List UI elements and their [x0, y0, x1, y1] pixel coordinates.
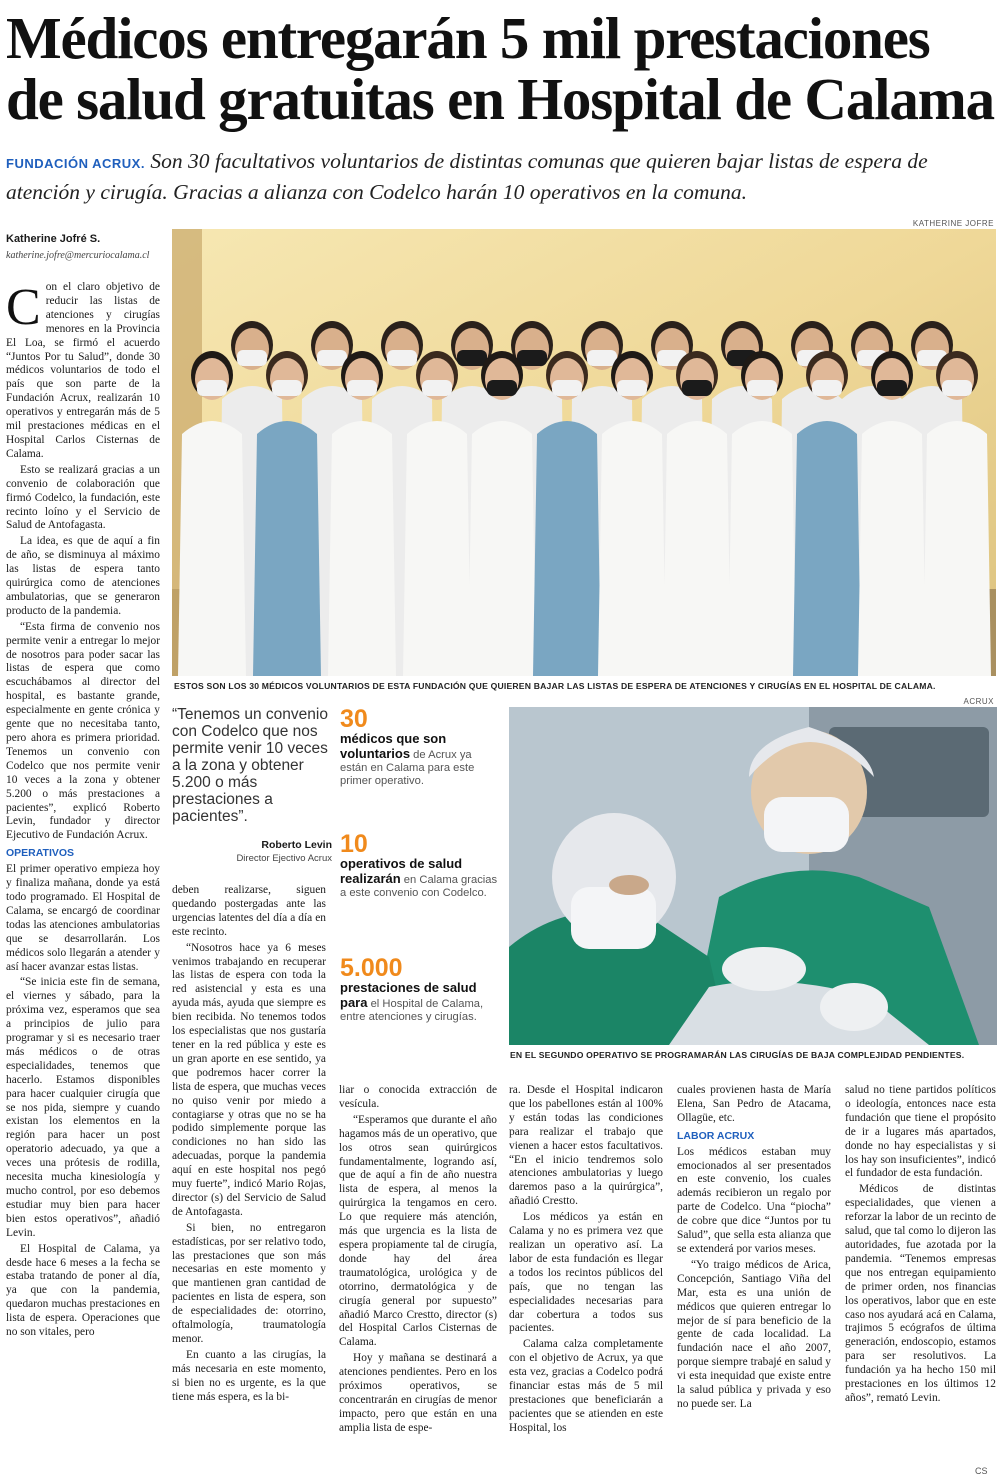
photo2-caption: EN EL SEGUNDO OPERATIVO SE PROGRAMARÁN LAS CIRUGÍAS DE BAJA COMPLEJIDAD PENDIENTES. — [510, 1050, 965, 1060]
drop-cap: C — [6, 281, 41, 336]
section-heading-operativos: OPERATIVOS — [6, 847, 75, 860]
stat-number: 5.000 — [340, 954, 403, 982]
byline-email[interactable]: katherine.jofre@mercuriocalama.cl — [6, 250, 150, 261]
end-mark: CS — [975, 1466, 988, 1476]
article-column-5: cuales provienen hasta de María Elena, San Pedro de Atacama, Ollagüe, etc. LABOR ACRUX Los médicos estaban muy emocionados al ser presentados en este convenio, los cuales además recibieron un regalo por parte de Codelco. Una “piocha” de cobre que dice “Juntos por tu Salud”, que sella esta alianza que se extenderá por varios meses. “Yo traigo médicos de Arica, Concepción, Santiago Viña del Mar, esta es una unión de médicos que quieren entregar lo mejor de sí para beneficio de la gente de cada localidad. La fundación nace el año 2007, porque siempre trabajé en salud y vi esta inequidad que existe entre la salud pública y privada y eso no puede ser. La — [677, 1084, 831, 1410]
article-column-4: ra. Desde el Hospital indicaron que los pabellones están al 100% y están todas las condiciones para realizar el trabajo que vienen a hacer estos facultativos. “En el inicio tendremos solo atenciones ambulatorias y luego daremos paso a la quirúrgica”, añadió Crestto. Los médicos ya están en Calama y no es primera vez que realizan un operativo así. La labor de esta fundación es llegar a todos los recintos públicos del país, que no tengan las especialidades necesarias para dar cobertura a todos sus pacientes. Calama calza completamente con el objetivo de Acrux, ya que esta vez, gracias a Codelco podrá financiar estas más de 5 mil prestaciones que beneficiarán a pacientes que se atienden en este Hospital, los — [509, 1084, 663, 1434]
surgery-photo-illustration — [509, 707, 997, 1045]
photo1-caption: ESTOS SON LOS 30 MÉDICOS VOLUNTARIOS DE ESTA FUNDACIÓN QUE QUIEREN BAJAR LAS LISTAS DE ESPERA DE ATENCIONES Y CIRUGÍAS EN EL HOSPITAL DE CALAMA. — [174, 681, 936, 691]
surgery-photo — [509, 707, 997, 1045]
article-column-6: salud no tiene partidos políticos o ideología, entonces nace esta fundación que tiene el propósito de ir a lugares más apartados, donde no hay especialistas y si los hay son insuficientes”, indicó el fundador de esta fundación. Médicos de distintas especialidades, que vienen a reforzar la labor de un recinto de salud, que tal como lo dijeron las autoridades, fue azotada por la pandemia. “Tenemos empresas que nos entregan equipamiento de primer orden, nos financias los operativos, labor que en este caso nos ayudará acá en Calama, trajimos 5 ecógrafos de última generación, endoscopio, estamos para ser resolutivos. La fundación ya ha hecho 150 mil prestaciones en los últimos 12 años”, remató Levin. — [845, 1084, 996, 1404]
article-column-3: liar o conocida extracción de vesícula. “Esperamos que durante el año hagamos más de un operativo, que los otros sean quirúrgicos fundamentalmente, logrando así, que de aquí a fin de año nuestra lista de espera, al menos la quirúrgica la tengamos en cero. Lo que requiere más atención, más que urgencia es la lista de espera propiamente tal de cirugía, donde hay del área traumatológica, urológica y de otorrino, dermatológica y de cirugía general por supuesto” añadió Marco Crestto, director (s) del Hospital Carlos Cisternas de Calama. Hoy y mañana se destinará a atenciones pendientes. Pero en los próximos operativos, se concentrarán en cirugías de menor impacto, pero que están en una amplia lista de espe- — [339, 1084, 497, 1434]
headline: Médicos entregarán 5 mil prestaciones de salud gratuitas en Hospital de Calama — [6, 5, 994, 132]
stat-number: 30 — [340, 705, 368, 733]
photo2-credit: ACRUX — [963, 697, 994, 706]
stat-text: médicos que son voluntarios de Acrux ya están en Calama para este primer operativo. — [340, 731, 475, 787]
group-photo-illustration — [172, 229, 996, 676]
byline-name: Katherine Jofré S. — [6, 233, 101, 245]
stat-number: 10 — [340, 830, 368, 858]
photo1-credit: KATHERINE JOFRE — [912, 219, 994, 228]
pull-quote-role: Director Ejectivo Acrux — [236, 853, 332, 864]
subhead-kicker: FUNDACIÓN ACRUX. — [6, 156, 145, 171]
pull-quote-text: “Tenemos un convenio con Codelco que nos permite venir 10 veces a la zona y obtener 5.200 o más prestaciones a pacientes”. — [172, 706, 328, 825]
pull-quote-author: Roberto Levin — [261, 839, 332, 851]
stat-box-2 — [340, 831, 498, 900]
pull-quote — [172, 706, 332, 864]
article-column-2: deben realizarse, siguen quedando postergadas ante las urgencias latentes del día a día en este recinto. “Nosotros hace ya 6 meses venimos trabajando en recuperar las listas de espera con toda la red asistencial y esta es una ayuda más, ayuda que siempre es bien recibida. No tenemos todos los especialistas que nos gustaría tener en la red pública y este es un gran aporte en ese sentido, ya que podremos hacer correr la lista de espera, que muchas veces no quiso venir por miedo a contagiarse y otras que no se ha podido simplemente porque las condiciones no han sido las adecuadas, porque la pandemia aquí en este hospital nos pegó muy fuerte”, indicó Mario Rojas, director (s) del Servicio de Salud de Antofagasta. Si bien, no entregaron estadísticas, por ser relativo todo, las prestaciones que son más necesarias en este momento y que mantienen gran cantidad de pacientes en lista de espera, son de especialidades de: otorrino, oftalmología, traumatología menor. En cuanto a las cirugías, la más necesaria en este momento, si bien no es urgente, es la que tiene más espera, es la bi- — [172, 884, 326, 1403]
stat-text: prestaciones de salud para el Hospital de Calama, entre atenciones y cirugías. — [340, 980, 484, 1023]
stat-box-1 — [340, 706, 498, 788]
stat-text: operativos de salud realizarán en Calama gracias a este convenio con Codelco. — [340, 856, 498, 899]
stat-box-3 — [340, 955, 498, 1024]
subhead-text: Son 30 facultativos voluntarios de distintas comunas que quieren bajar listas de espera de atención y cirugía. Gracias a alianza con Codelco harán 10 operativos en la comuna. — [6, 149, 928, 204]
group-photo — [172, 229, 996, 676]
section-heading-labor-acrux: LABOR ACRUX — [677, 1129, 755, 1142]
article-column-1: Con el claro objetivo de reducir las listas de atenciones y cirugías menores en la Provincia El Loa, se firmó el acuerdo “Juntos Por tu Salud”, donde 30 médicos voluntarios de todo el país que son parte de la Fundación Acrux, realizarán 10 operativos y entregarán más de 5 mil prestaciones médicas en el Hospital Carlos Cisternas de Calama. Esto se realizará gracias a un convenio de colaboración que firmó Codelco, la fundación, este recinto loíno y el Servicio de Salud de Antofagasta. La idea, es que de aquí a fin de año, se disminuya al máximo las listas de espera tanto quirúrgica como de atenciones ambulatorias, que se generaron producto de la pandemia. “Esta firma de convenio nos permite venir a entregar lo mejor de nosotros para poder sacar las listas de espera que como escuchábamos al director del hospital, es bastante grande, especialmente en gente crónica y gente que no necesitaba tanto, pero ahora es primera prioridad. Tenemos un convenio con Codelco que nos permite venir 10 veces a la zona y obtener 5.200 o más prestaciones a pacientes”, explicó Roberto Levin, fundador y director Ejecutivo de Fundación Acrux. OPERATIVOS El primer operativo empieza hoy y finaliza mañana, donde ya está todo programado. El Hospital de Calama, se encargó de coordinar todas las atenciones ambulatorias que se desarrollarán. Los médicos solo llegarán a atender y así hacer avanzar estas listas. “Se inicia este fin de semana, el viernes y sábado, para la próxima vez, esperamos que sea a principios de julio para programar y si es necesario traer más médicos o de otras especialidades, tenemos que hacerlo. Estamos disponibles para hacer cualquier cirugía que se nos pida, siempre y cuando existan los elementos en la región para hacer un post operatorio adecuado, ya que a veces una prótesis de rodilla, necesita mucha kinesiología y mucho control, por eso debemos estudiar muy bien para hacer bien estos operativos”, añadió Levin. El Hospital de Calama, ya desde hace 6 meses a la fecha se estaba tratando de poner al día, ya que con la pandemia, quedaron muchas prestaciones en lista de espera. Operaciones que no son vitales, pero — [6, 281, 160, 1339]
subhead — [6, 147, 996, 206]
